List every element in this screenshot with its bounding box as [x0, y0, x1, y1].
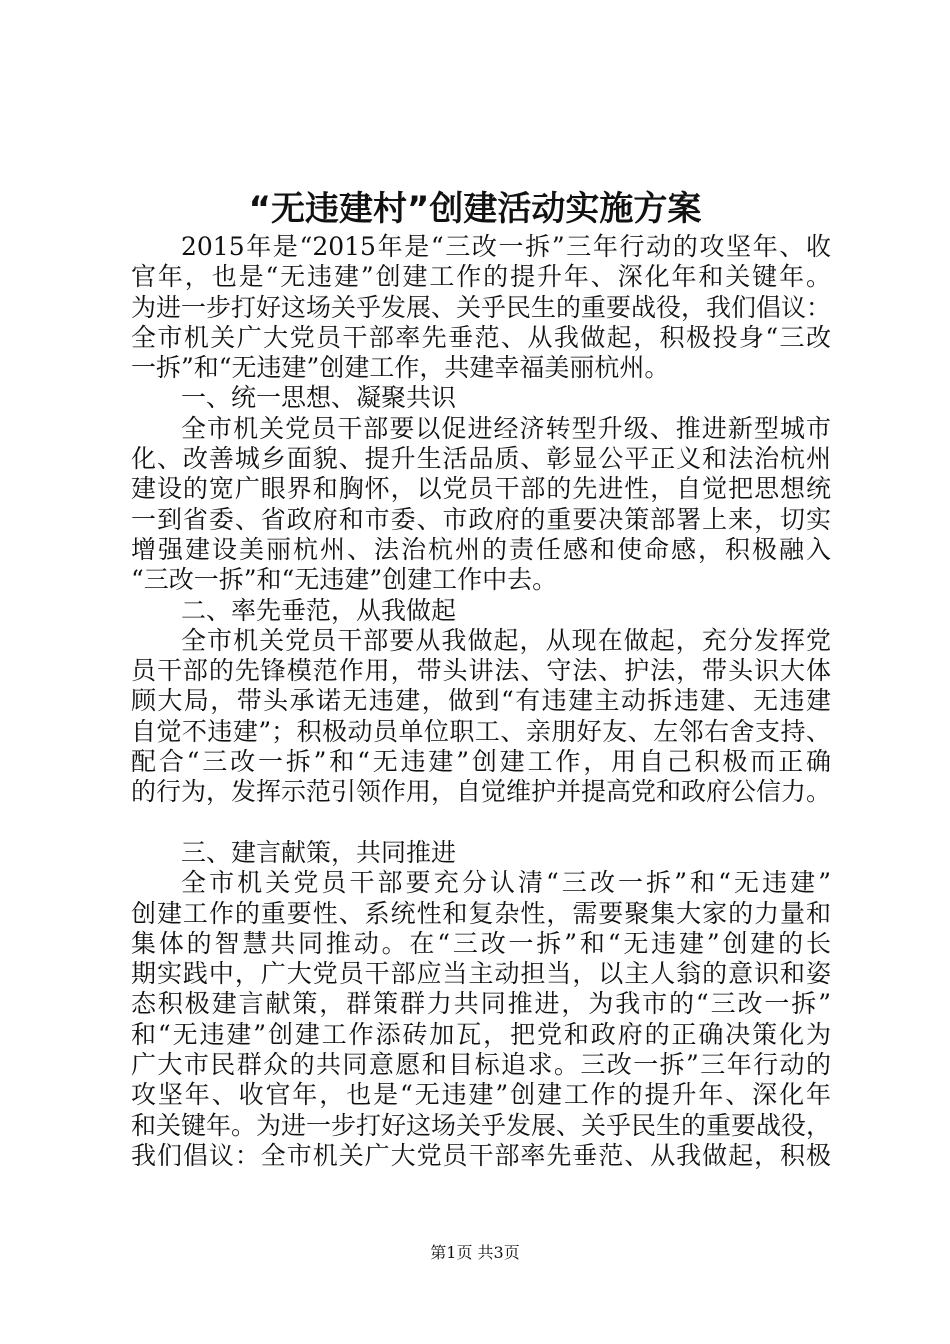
section-heading: 三、建言献策，共同推进: [181, 837, 457, 867]
text-line: 和关键年。为进一步打好这场关乎发展、关乎民生的重要战役，: [131, 1110, 831, 1140]
section-heading: 一、统一思想、凝聚共识: [181, 383, 457, 413]
page-number-footer: 第1页 共3页: [430, 1243, 520, 1262]
text-line: 自觉不违建”；积极动员单位职工、亲朋好友、左邻右舍支持、: [131, 716, 831, 746]
document-body: [131, 232, 831, 1171]
text-line: 为进一步打好这场关乎发展、关乎民生的重要战役，我们倡议：: [131, 292, 831, 322]
text-line: 创建工作的重要性、系统性和复杂性，需要聚集大家的力量和: [131, 898, 831, 928]
text-line: 态积极建言献策，群策群力共同推进，为我市的“三改一拆”: [131, 989, 831, 1019]
text-line: 官年，也是“无违建”创建工作的提升年、深化年和关键年。: [131, 262, 831, 292]
text-line: 建设的宽广眼界和胸怀，以党员干部的先进性，自觉把思想统: [131, 474, 831, 504]
text-line: 全市机关党员干部要充分认清“三改一拆”和“无违建”: [181, 868, 831, 898]
text-line: 我们倡议：全市机关广大党员干部率先垂范、从我做起，积极: [131, 1140, 831, 1170]
text-line: 一到省委、省政府和市委、市政府的重要决策部署上来，切实: [131, 504, 831, 534]
text-line: 期实践中，广大党员干部应当主动担当，以主人翁的意识和姿: [131, 959, 831, 989]
text-line: 攻坚年、收官年，也是“无违建”创建工作的提升年、深化年: [131, 1080, 831, 1110]
text-line: 增强建设美丽杭州、法治杭州的责任感和使命感，积极融入: [131, 534, 831, 564]
text-line: 一拆”和“无违建”创建工作，共建幸福美丽杭州。: [131, 353, 670, 383]
text-line: 全市机关党员干部要以促进经济转型升级、推进新型城市: [181, 413, 831, 443]
text-line: 全市机关广大党员干部率先垂范、从我做起，积极投身“三改: [131, 322, 831, 352]
text-line: 全市机关党员干部要从我做起，从现在做起，充分发挥党: [181, 625, 831, 655]
text-line: 配合“三改一拆”和“无违建”创建工作，用自己积极而正确: [131, 747, 831, 777]
text-line: 集体的智慧共同推动。在“三改一拆”和“无违建”创建的长: [131, 928, 831, 958]
text-line: 化、改善城乡面貌、提升生活品质、彰显公平正义和法治杭州: [131, 444, 831, 474]
paragraph-spacer: [131, 808, 831, 838]
page-title: “无违建村”创建活动实施方案: [248, 189, 702, 229]
text-line: 顾大局，带头承诺无违建，做到“有违建主动拆违建、无违建: [131, 686, 831, 716]
text-line: 员干部的先锋模范作用，带头讲法、守法、护法，带头识大体: [131, 656, 831, 686]
section-heading: 二、率先垂范，从我做起: [181, 595, 457, 625]
text-line: 和“无违建”创建工作添砖加瓦，把党和政府的正确决策化为: [131, 1019, 831, 1049]
text-line: 2015年是“2015年是“三改一拆”三年行动的攻坚年、收: [181, 232, 831, 261]
text-line: “三改一拆”和“无违建”创建工作中去。: [131, 565, 558, 595]
text-line: 的行为，发挥示范引领作用，自觉维护并提高党和政府公信力。: [131, 777, 831, 807]
text-line: 广大市民群众的共同意愿和目标追求。三改一拆”三年行动的: [131, 1050, 831, 1080]
